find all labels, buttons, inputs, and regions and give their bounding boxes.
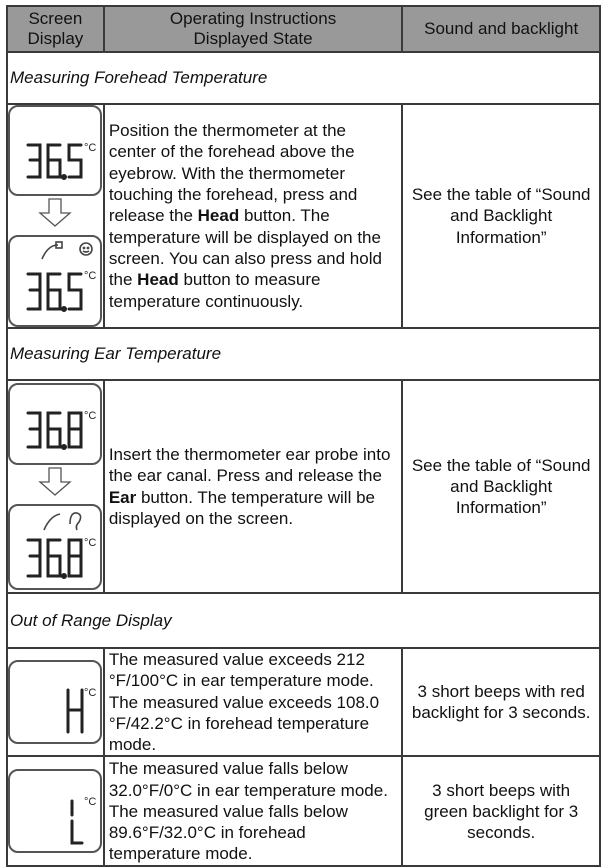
table-row xyxy=(7,104,600,328)
lcd-digits-icon xyxy=(10,237,100,325)
table-header-row xyxy=(7,6,600,52)
header-text: Display xyxy=(27,29,84,48)
lcd-digits-icon xyxy=(10,385,100,463)
head-button-label: Head xyxy=(137,270,179,290)
lcd-display-low xyxy=(8,769,102,853)
screen-display-cell xyxy=(7,380,104,593)
instruction-text: Insert the thermometer ear probe into the ear canal. Press and release the xyxy=(108,444,391,486)
header-text: Displayed State xyxy=(193,29,313,48)
svg-text:°C: °C xyxy=(84,687,97,700)
svg-text:°C: °C xyxy=(84,796,97,809)
lcd-display-before xyxy=(8,383,102,465)
header-screen-display xyxy=(7,6,104,52)
ear-button-label: Ear xyxy=(108,487,137,507)
lcd-high-icon xyxy=(10,662,100,742)
section-title: Out of Range Display xyxy=(7,593,600,648)
instruction-text: button. The temperature will be displayed on the screen. xyxy=(108,487,375,528)
sound-backlight-cell: 3 short beeps with green backlight for 3 seconds. xyxy=(402,756,600,866)
lcd-display-after xyxy=(8,235,102,327)
sound-backlight-cell: 3 short beeps with red backlight for 3 seconds. xyxy=(402,648,600,756)
header-sound-backlight: Sound and backlight xyxy=(402,6,600,52)
section-row-forehead xyxy=(7,52,600,104)
section-row-ear xyxy=(7,328,600,380)
svg-text:°C: °C xyxy=(84,270,97,282)
instruction-text: button. The temperature will be displayed on the screen. You can also press and hold the xyxy=(108,206,382,290)
lcd-display-after xyxy=(8,504,102,590)
down-arrow-icon xyxy=(35,467,75,497)
section-row-out-of-range xyxy=(7,593,600,648)
lcd-digits-icon xyxy=(10,506,100,588)
ear-probe-icon xyxy=(44,514,60,530)
down-arrow-icon xyxy=(35,198,75,228)
table-row xyxy=(7,756,600,866)
section-title: Measuring Forehead Temperature xyxy=(7,52,600,104)
sound-backlight-cell: See the table of “Sound and Backlight Information” xyxy=(402,104,600,328)
lcd-display-before xyxy=(8,105,102,196)
table-row xyxy=(7,648,600,756)
section-title: Measuring Ear Temperature xyxy=(7,328,600,380)
screen-display-cell xyxy=(7,648,104,756)
instructions-cell xyxy=(104,104,403,328)
svg-text:°C: °C xyxy=(84,537,97,549)
instructions-cell: The measured value falls below 32.0°F/0°C in ear temperature mode. The measured value falls below 89.6°F/32.0°C in forehead temperature mode. xyxy=(104,756,403,866)
instructions-cell: The measured value exceeds 212 °F/100°C in ear temperature mode. The measured value exceeds 108.0 °F/42.2°C in forehead temperature mode. xyxy=(104,648,403,756)
lcd-display-high xyxy=(8,660,102,744)
lcd-low-icon xyxy=(10,771,100,851)
svg-text:°C: °C xyxy=(84,410,97,422)
display-instructions-table xyxy=(6,5,601,867)
instructions-cell xyxy=(104,380,403,593)
lcd-digits-icon xyxy=(10,107,100,194)
screen-display-cell xyxy=(7,756,104,866)
header-text: Screen xyxy=(28,9,83,28)
table-row xyxy=(7,380,600,593)
svg-text:°C: °C xyxy=(84,142,97,154)
instruction-text: Position the thermometer at the center of the forehead above the eyebrow. With the thermometer touching the forehead, press and release the xyxy=(108,121,358,226)
smiley-face-icon xyxy=(80,243,92,255)
sound-backlight-cell: See the table of “Sound and Backlight Information” xyxy=(402,380,600,593)
ear-icon xyxy=(70,513,81,530)
header-operating-instructions xyxy=(104,6,403,52)
head-button-label: Head xyxy=(197,206,240,226)
header-text: Operating Instructions xyxy=(169,9,337,28)
instruction-text: button to measure temperature continuously. xyxy=(108,270,321,311)
screen-display-cell xyxy=(7,104,104,328)
